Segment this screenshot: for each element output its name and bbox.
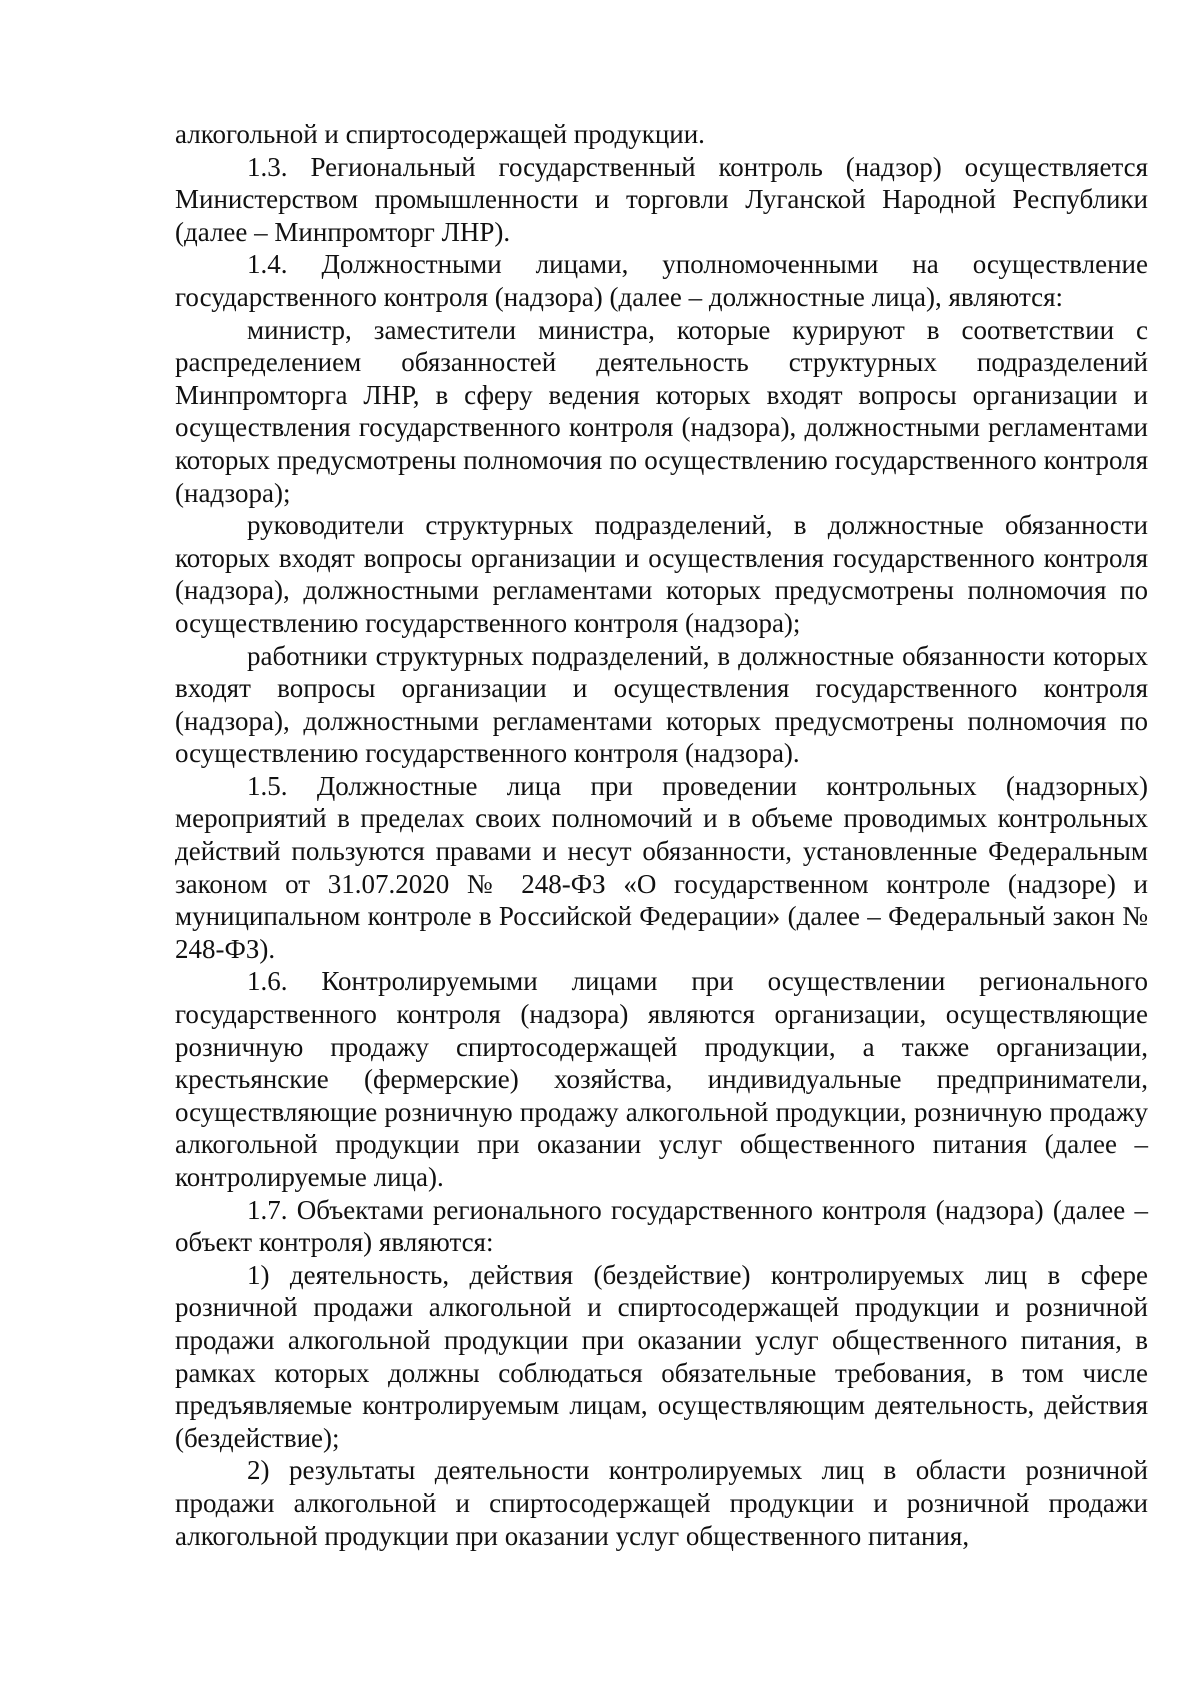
- paragraph-continuation: алкогольной и спиртосодержащей продукции.: [175, 119, 705, 149]
- paragraph-officials-heads: руководители структурных подразделений, в должностные обязанности которых входят вопросы организации и осуществления государственного контроля (надзора), должностными регламентами которых предусмотрены полномочия по осуществлению государственного контроля (надзора);: [175, 510, 1148, 638]
- paragraph-officials-ministers: министр, заместители министра, которые курируют в соответствии с распределением обязанностей деятельность структурных подразделений Минпромторга ЛНР, в сферу ведения которых входят вопросы организации и осуществления государственного контроля (надзора), должностными регламентами которых предусмотрены полномочия по осуществлению государственного контроля (надзора);: [175, 314, 1148, 508]
- paragraph-1-3: 1.3. Региональный государственный контроль (надзор) осуществляется Министерством промышленности и торговли Луганской Народной Республики (далее – Минпромторг ЛНР).: [175, 151, 1148, 247]
- paragraph-officials-employees: работники структурных подразделений, в должностные обязанности которых входят вопросы организации и осуществления государственного контроля (надзора), должностными регламентами которых предусмотрены полномочия по осуществлению государственного контроля (надзора).: [175, 640, 1148, 769]
- document-body: [175, 118, 1148, 1552]
- paragraph-1-5: 1.5. Должностные лица при проведении контрольных (надзорных) мероприятий в пределах своих полномочий и в объеме проводимых контрольных действий пользуются правами и несут обязанности, установленные Федеральным законом от 31.07.2020 № 248-ФЗ «О государственном контроле (надзоре) и муниципальном контроле в Российской Федерации» (далее – Федеральный закон № 248-ФЗ).: [175, 770, 1148, 964]
- paragraph-1-7: 1.7. Объектами регионального государственного контроля (надзора) (далее – объект контроля) являются:: [175, 1194, 1148, 1258]
- paragraph-1-6: 1.6. Контролируемыми лицами при осуществлении регионального государственного контроля (надзора) являются организации, осуществляющие розничную продажу спиртосодержащей продукции, а также организации, крестьянские (фермерские) хозяйства, индивидуальные предприниматели, осуществляющие розничную продажу алкогольной продукции, розничную продажу алкогольной продукции при оказании услуг общественного питания (далее – контролируемые лица).: [175, 966, 1148, 1192]
- paragraph-1-7-item-1: 1) деятельность, действия (бездействие) контролируемых лиц в сфере розничной продажи алкогольной и спиртосодержащей продукции и розничной продажи алкогольной продукции при оказании услуг общественного питания, в рамках которых должны соблюдаться обязательные требования, в том числе предъявляемые контролируемым лицам, осуществляющим деятельность, действия (бездействие);: [175, 1259, 1148, 1453]
- paragraph-1-4: 1.4. Должностными лицами, уполномоченными на осуществление государственного контроля (надзора) (далее – должностные лица), являются:: [175, 249, 1148, 312]
- paragraph-1-7-item-2: 2) результаты деятельности контролируемых лиц в области розничной продажи алкогольной и спиртосодержащей продукции и розничной продажи алкогольной продукции при оказании услуг общественного питания,: [175, 1455, 1148, 1551]
